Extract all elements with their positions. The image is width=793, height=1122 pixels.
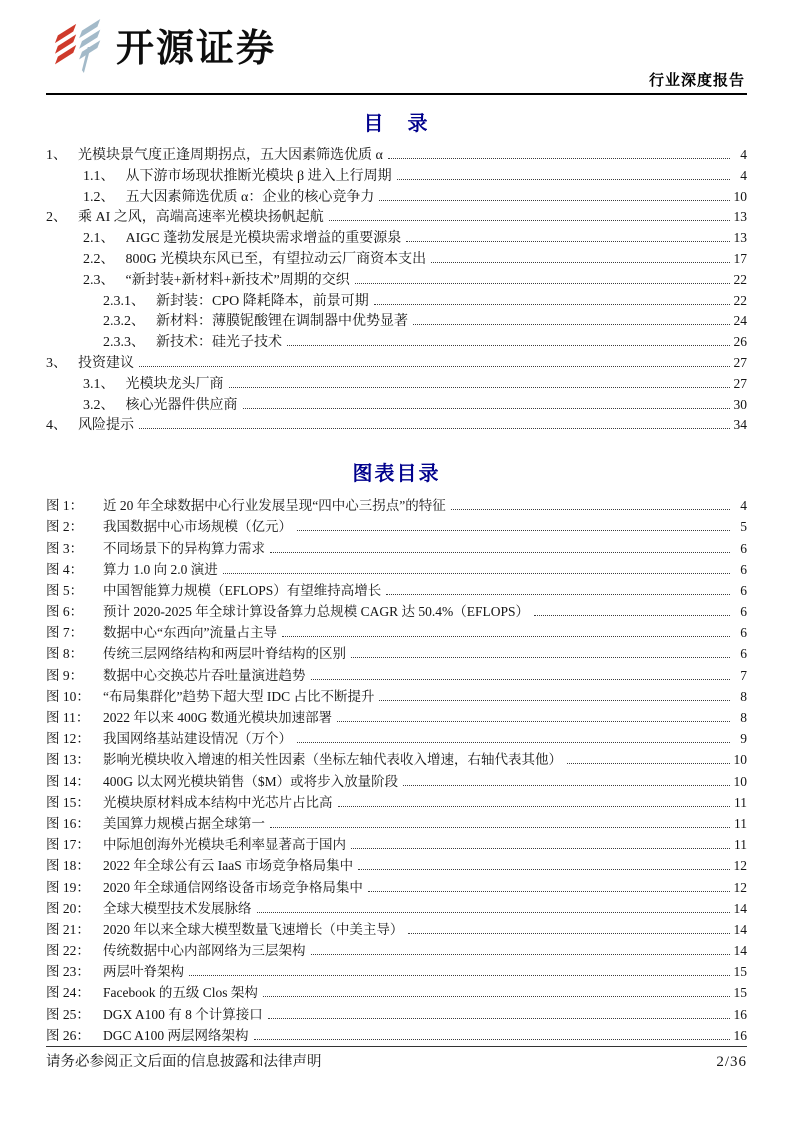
figure-entry-number: 图 24： xyxy=(46,985,90,1001)
figure-entry-page: 12 xyxy=(733,879,747,895)
figure-entry[interactable] xyxy=(46,665,747,686)
figure-entry-label: 2020 年全球通信网络设备市场竞争格局集中 xyxy=(103,879,363,895)
dot-leader xyxy=(368,891,730,892)
figure-entry[interactable] xyxy=(46,855,747,876)
figure-entry-page: 14 xyxy=(733,943,747,959)
figure-entry-number: 图 5： xyxy=(46,582,84,598)
figure-entry[interactable] xyxy=(46,813,747,834)
dot-leader xyxy=(270,552,730,553)
dot-leader xyxy=(338,806,731,807)
figure-entry-page: 8 xyxy=(740,710,747,726)
figure-entry[interactable] xyxy=(46,792,747,813)
toc-entry[interactable] xyxy=(46,374,747,395)
figure-entry-page: 15 xyxy=(733,964,747,980)
toc-entry-number: 2.2、 xyxy=(83,251,115,267)
figure-entry-number: 图 17： xyxy=(46,837,90,853)
dot-leader xyxy=(223,573,730,574)
dot-leader xyxy=(388,158,730,159)
figure-entry[interactable] xyxy=(46,516,747,537)
dot-leader xyxy=(337,721,730,722)
figure-entry-page: 5 xyxy=(740,519,747,535)
figure-entry[interactable] xyxy=(46,1004,747,1025)
toc-entry[interactable] xyxy=(46,187,747,208)
figure-entry-label: 全球大模型技术发展脉络 xyxy=(103,900,252,916)
figure-entry-page: 16 xyxy=(733,1027,747,1043)
figure-toc-title: 图表目录 xyxy=(352,463,441,486)
figure-entry-label: 美国算力规模占据全球第一 xyxy=(103,815,265,831)
figure-entry-label: 数据中心“东西向”流量占主导 xyxy=(103,625,277,641)
toc-entry-label: AIGC 蓬勃发展是光模块需求增益的重要源泉 xyxy=(125,231,402,247)
toc-entry[interactable] xyxy=(46,353,747,374)
toc-list xyxy=(46,145,747,436)
figure-entry-page: 11 xyxy=(734,815,747,831)
figure-entry[interactable] xyxy=(46,622,747,643)
page-footer xyxy=(46,1046,747,1071)
toc-entry-number: 2.1、 xyxy=(83,231,115,247)
figure-entry-number: 图 14： xyxy=(46,773,90,789)
toc-entry-number: 2.3.3、 xyxy=(103,335,145,351)
figure-entry[interactable] xyxy=(46,601,747,622)
figure-entry-number: 图 7： xyxy=(46,625,84,641)
dot-leader xyxy=(243,408,731,409)
figure-entry-label: 算力 1.0 向 2.0 演进 xyxy=(103,561,218,577)
dot-leader xyxy=(270,827,730,828)
toc-entry-page: 27 xyxy=(733,354,747,370)
figure-entry-label: 中际旭创海外光模块毛利率显著高于国内 xyxy=(103,837,346,853)
figure-entry[interactable] xyxy=(46,749,747,770)
figure-entry-number: 图 23： xyxy=(46,964,90,980)
toc-entry-label: 800G 光模块东风已至，有望拉动云厂商资本支出 xyxy=(125,251,427,267)
toc-entry-page: 34 xyxy=(733,417,747,433)
figure-entry-label: 中国智能算力规模（EFLOPS）有望维持高增长 xyxy=(103,582,382,598)
toc-entry-label: 从下游市场现状推断光模块 β 进入上行周期 xyxy=(125,168,392,184)
figure-entry-number: 图 10： xyxy=(46,688,90,704)
dot-leader xyxy=(355,283,730,284)
figure-entry-page: 14 xyxy=(733,900,747,916)
figure-entry-number: 图 18： xyxy=(46,858,90,874)
figure-entry-label: 预计 2020-2025 年全球计算设备算力总规模 CAGR 达 50.4%（EFLOPS） xyxy=(103,604,530,620)
dot-leader xyxy=(374,304,730,305)
figure-entry[interactable] xyxy=(46,643,747,664)
figure-entry-label: 影响光模块收入增速的相关性因素（坐标左轴代表收入增速，右轴代表其他） xyxy=(103,752,562,768)
dot-leader xyxy=(431,262,730,263)
figure-entry-number: 图 22： xyxy=(46,943,90,959)
figure-entry[interactable] xyxy=(46,771,747,792)
figure-entry-page: 10 xyxy=(733,752,747,768)
toc-entry-page: 27 xyxy=(733,375,747,391)
figure-entry-page: 8 xyxy=(740,688,747,704)
dot-leader xyxy=(386,594,730,595)
figure-entry-label: Facebook 的五级 Clos 架构 xyxy=(103,985,258,1001)
figure-entry-label: 近 20 年全球数据中心行业发展呈现“四中心三拐点”的特征 xyxy=(103,498,446,514)
dot-leader xyxy=(139,366,730,367)
dot-leader xyxy=(567,763,730,764)
figure-entry-page: 6 xyxy=(740,646,747,662)
toc-entry[interactable] xyxy=(46,395,747,416)
figure-entry-number: 图 15： xyxy=(46,794,90,810)
dot-leader xyxy=(287,345,730,346)
toc-entry-number: 4、 xyxy=(46,418,67,434)
toc-entry-number: 1.2、 xyxy=(83,189,115,205)
figure-entry[interactable] xyxy=(46,877,747,898)
toc-entry[interactable] xyxy=(46,415,747,436)
figure-entry-page: 7 xyxy=(740,667,747,683)
toc-entry-number: 3.2、 xyxy=(83,397,115,413)
figure-entry-number: 图 8： xyxy=(46,646,84,662)
toc-entry[interactable] xyxy=(46,311,747,332)
toc-entry-page: 4 xyxy=(740,167,747,183)
dot-leader xyxy=(297,530,730,531)
dot-leader xyxy=(329,220,730,221)
figure-entry-page: 9 xyxy=(740,731,747,747)
figure-entry-number: 图 3： xyxy=(46,540,84,556)
figure-entry[interactable] xyxy=(46,961,747,982)
brand-logo-icon xyxy=(54,18,108,79)
figure-entry-number: 图 2： xyxy=(46,519,84,535)
figure-entry[interactable] xyxy=(46,559,747,580)
dot-leader xyxy=(379,700,730,701)
figure-entry[interactable] xyxy=(46,728,747,749)
figure-entry[interactable] xyxy=(46,982,747,1003)
figure-entry-page: 6 xyxy=(740,540,747,556)
toc-entry-page: 30 xyxy=(733,396,747,412)
toc-entry-label: 五大因素筛选优质 α：企业的核心竞争力 xyxy=(125,189,375,205)
toc-entry-number: 2、 xyxy=(46,210,67,226)
toc-entry-label: “新封装+新材料+新技术”周期的交织 xyxy=(125,272,350,288)
figure-entry-page: 16 xyxy=(733,1006,747,1022)
toc-title: 目 录 xyxy=(363,113,430,135)
figure-entry[interactable] xyxy=(46,580,747,601)
toc-entry-page: 4 xyxy=(740,147,747,162)
toc-entry-page: 22 xyxy=(733,292,747,308)
toc-entry-page: 10 xyxy=(733,188,747,204)
page-number-indicator: 2/36 xyxy=(716,1054,747,1070)
figure-entry-page: 4 xyxy=(740,498,747,514)
toc-entry-page: 24 xyxy=(733,313,747,329)
figure-entry[interactable] xyxy=(46,898,747,919)
toc-entry[interactable] xyxy=(46,332,747,353)
figure-entry-label: 我国数据中心市场规模（亿元） xyxy=(103,519,292,535)
figure-entry-number: 图 4： xyxy=(46,561,84,577)
figure-entry-number: 图 26： xyxy=(46,1027,90,1043)
figure-entry[interactable] xyxy=(46,538,747,559)
figure-entry-page: 12 xyxy=(733,858,747,874)
brand-name: 开源证券 xyxy=(116,27,277,70)
footer-disclaimer: 请务必参阅正文后面的信息披露和法律声明 xyxy=(46,1054,322,1070)
figure-entry-page: 6 xyxy=(740,582,747,598)
toc-entry-page: 17 xyxy=(733,250,747,266)
dot-leader xyxy=(358,869,730,870)
brand-logo xyxy=(54,18,276,79)
dot-leader xyxy=(297,742,730,743)
figure-entry-number: 图 13： xyxy=(46,752,90,768)
dot-leader xyxy=(229,387,731,388)
toc-entry-page: 22 xyxy=(733,271,747,287)
figure-entry-label: 传统数据中心内部网络为三层架构 xyxy=(103,943,306,959)
toc-entry-number: 2.3.1、 xyxy=(103,293,145,309)
figure-entry-label: 2020 年以来全球大模型数量飞速增长（中美主导） xyxy=(103,921,404,937)
report-type-label: 行业深度报告 xyxy=(648,73,745,89)
figure-list xyxy=(46,495,747,1046)
dot-leader xyxy=(408,933,730,934)
figure-entry[interactable] xyxy=(46,919,747,940)
figure-entry-label: 我国网络基站建设情况（万个） xyxy=(103,731,292,747)
toc-entry-label: 新封装：CPO 降耗降本，前景可期 xyxy=(156,293,369,309)
toc-entry-number: 3、 xyxy=(46,355,67,371)
figure-entry-label: 数据中心交换芯片吞吐量演进趋势 xyxy=(103,667,306,683)
figure-entry-page: 11 xyxy=(734,794,747,810)
toc-entry[interactable] xyxy=(46,249,747,270)
dot-leader xyxy=(311,954,731,955)
figure-entry-number: 图 19： xyxy=(46,879,90,895)
dot-leader xyxy=(189,975,730,976)
figure-entry-label: “布局集群化”趋势下超大型 IDC 占比不断提升 xyxy=(103,688,375,704)
toc-entry-label: 乘 AI 之风，高端高速率光模块扬帆起航 xyxy=(78,210,324,226)
toc-entry-label: 风险提示 xyxy=(78,418,134,434)
toc-entry-number: 3.1、 xyxy=(83,376,115,392)
dot-leader xyxy=(413,324,730,325)
figure-entry-label: 光模块原材料成本结构中光芯片占比高 xyxy=(103,794,333,810)
toc-entry-label: 光模块景气度正逢周期拐点，五大因素筛选优质 α xyxy=(78,148,383,163)
figure-entry[interactable] xyxy=(46,707,747,728)
figure-entry-page: 14 xyxy=(733,921,747,937)
dot-leader xyxy=(254,1039,730,1040)
figure-entry[interactable] xyxy=(46,940,747,961)
toc-entry-page: 26 xyxy=(733,334,747,350)
figure-entry-label: DGC A100 两层网络架构 xyxy=(103,1027,249,1043)
dot-leader xyxy=(139,428,730,429)
figure-entry-page: 10 xyxy=(733,773,747,789)
dot-leader xyxy=(451,509,730,510)
dot-leader xyxy=(282,636,730,637)
toc-entry[interactable] xyxy=(46,145,747,166)
figure-entry-number: 图 11： xyxy=(46,710,90,726)
figure-entry-number: 图 25： xyxy=(46,1006,90,1022)
figure-entry[interactable] xyxy=(46,495,747,516)
toc-entry-label: 投资建议 xyxy=(78,355,134,371)
figure-entry-number: 图 9： xyxy=(46,667,84,683)
figure-entry-label: 传统三层网络结构和两层叶脊结构的区别 xyxy=(103,646,346,662)
dot-leader xyxy=(406,241,730,242)
toc-entry-label: 核心光器件供应商 xyxy=(125,397,238,413)
toc-entry[interactable] xyxy=(46,166,747,187)
toc-entry-page: 13 xyxy=(733,209,747,225)
figure-entry-page: 15 xyxy=(733,985,747,1001)
figure-entry-label: 不同场景下的异构算力需求 xyxy=(103,540,265,556)
figure-entry[interactable] xyxy=(46,834,747,855)
figure-entry[interactable] xyxy=(46,686,747,707)
toc-entry-label: 光模块龙头厂商 xyxy=(125,376,224,392)
toc-entry[interactable] xyxy=(46,207,747,228)
toc-entry[interactable] xyxy=(46,228,747,249)
figure-entry-label: 2022 年全球公有云 IaaS 市场竞争格局集中 xyxy=(103,858,354,874)
toc-entry-label: 新技术：硅光子技术 xyxy=(156,335,282,351)
dot-leader xyxy=(379,200,730,201)
dot-leader xyxy=(257,912,731,913)
dot-leader xyxy=(263,996,730,997)
toc-entry-page: 13 xyxy=(733,230,747,246)
toc-entry-number: 1.1、 xyxy=(83,168,115,184)
figure-entry-number: 图 20： xyxy=(46,900,90,916)
dot-leader xyxy=(351,848,730,849)
figure-entry-page: 6 xyxy=(740,561,747,577)
figure-entry-label: 400G 以太网光模块销售（$M）或将步入放量阶段 xyxy=(103,773,399,789)
dot-leader xyxy=(311,679,731,680)
page-header xyxy=(46,16,747,95)
figure-entry-page: 11 xyxy=(734,837,747,853)
figure-entry-label: 两层叶脊架构 xyxy=(103,964,184,980)
toc-entry-label: 新材料：薄膜铌酸锂在调制器中优势显著 xyxy=(156,314,408,330)
dot-leader xyxy=(268,1018,730,1019)
figure-entry-number: 图 6： xyxy=(46,604,84,620)
figure-entry-number: 图 12： xyxy=(46,731,90,747)
figure-entry-page: 6 xyxy=(740,604,747,620)
toc-entry-number: 2.3、 xyxy=(83,272,115,288)
dot-leader xyxy=(351,657,730,658)
dot-leader xyxy=(397,179,730,180)
figure-entry-label: 2022 年以来 400G 数通光模块加速部署 xyxy=(103,710,333,726)
figure-entry-number: 图 1： xyxy=(46,498,84,514)
toc-entry[interactable] xyxy=(46,270,747,291)
toc-entry-number: 2.3.2、 xyxy=(103,314,145,330)
figure-entry[interactable] xyxy=(46,1025,747,1046)
dot-leader xyxy=(403,785,730,786)
figure-entry-label: DGX A100 有 8 个计算接口 xyxy=(103,1006,263,1022)
figure-entry-number: 图 21： xyxy=(46,921,90,937)
figure-entry-number: 图 16： xyxy=(46,815,90,831)
toc-entry[interactable] xyxy=(46,291,747,312)
toc-entry-number: 1、 xyxy=(46,148,67,163)
figure-entry-page: 6 xyxy=(740,625,747,641)
dot-leader xyxy=(534,615,730,616)
